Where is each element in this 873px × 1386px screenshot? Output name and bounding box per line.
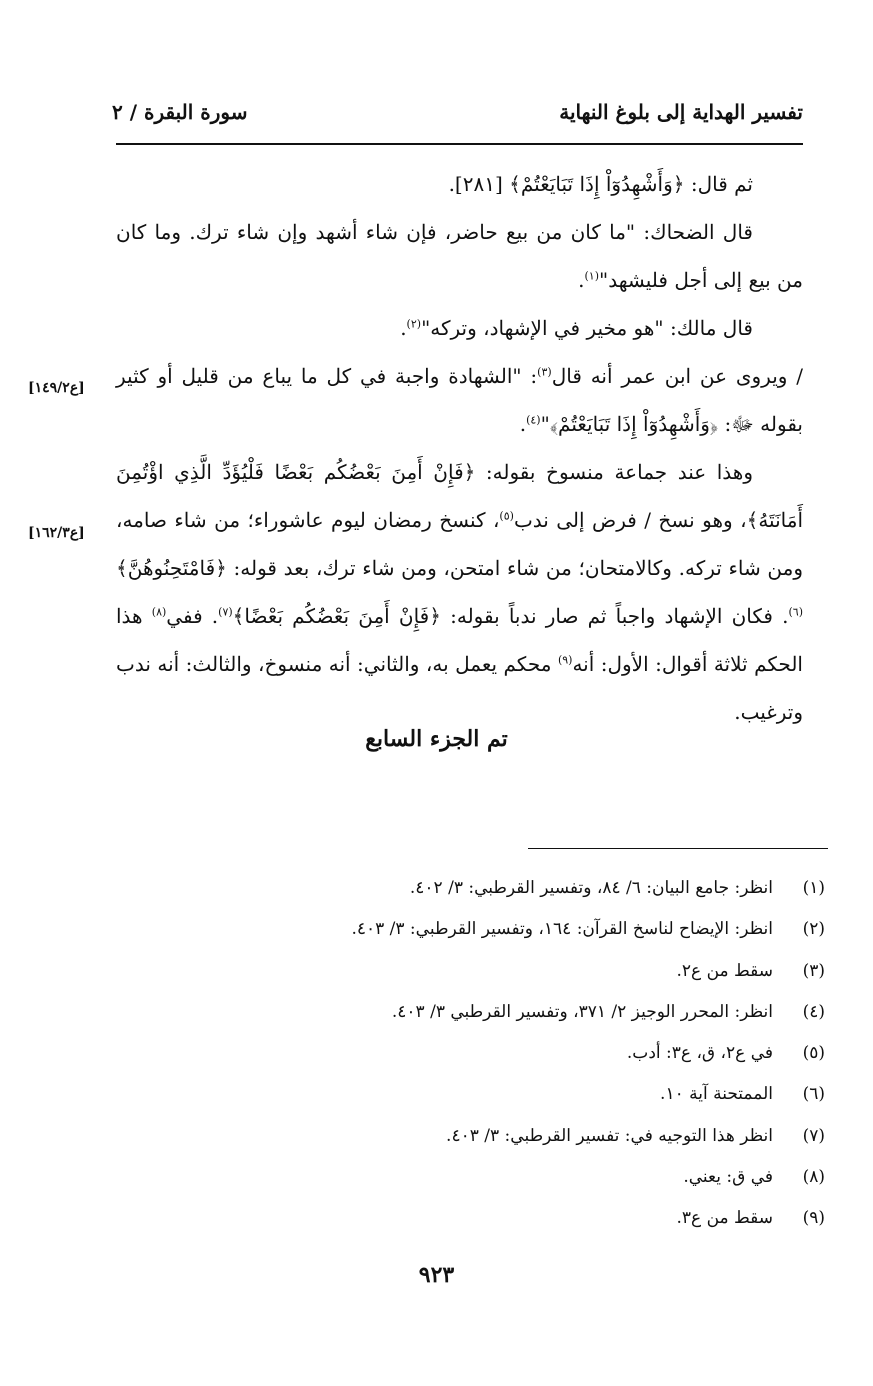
- footnote-text: انظر: المحرر الوجيز ٢/ ٣٧١، وتفسير القرطبي ٣/ ٤٠٣.: [391, 1001, 773, 1022]
- paragraph-5-text-b: ، كنسخ رمضان ليوم عاشوراء؛ من شاء صامه، ومن شاء تركه. وكالامتحان؛ من شاء امتحن، ومن شاء ترك، بعد قوله: ﴿فَامْتَحِنُوهُنَّ﴾: [116, 508, 803, 580]
- footnote-text: انظر: الإيضاح لناسخ القرآن: ١٦٤، وتفسير القرطبي: ٣/ ٤٠٣.: [351, 919, 773, 940]
- footnote-9: [125, 1198, 825, 1239]
- footnote-number: (٢): [802, 919, 825, 940]
- paragraph-3: قال مالك: "هو مخير في الإشهاد، وتركه"$^{(٢)}$.: [400, 316, 753, 340]
- paragraph-5-text-f: محكم يعمل به، والثاني: أنه منسوخ، والثالث: أنه ندب وترغيب.: [116, 652, 803, 724]
- footnote-4: [125, 992, 825, 1033]
- footnote-text: في ع٢، ق، ع٣: أدب.: [626, 1043, 773, 1064]
- main-text: [116, 160, 803, 736]
- margin-manuscript-ref-1: [ع١٤٩/٢]: [28, 380, 85, 396]
- footnote-6: [125, 1074, 825, 1115]
- footnote-ref-2[interactable]: (٢): [406, 317, 422, 331]
- footnote-2: [125, 909, 825, 950]
- footnote-ref-6[interactable]: (٦): [788, 605, 803, 619]
- footnote-number: (٤): [802, 1001, 825, 1022]
- paragraph-4-text-a: / ويروى عن ابن عمر أنه قال: [551, 364, 803, 388]
- end-of-part-title: تم الجزء السابع: [365, 726, 508, 752]
- margin-manuscript-ref-2: [ع١٦٢/٣]: [28, 525, 85, 541]
- paragraph-5-text-c: . فكان الإشهاد واجباً ثم صار ندباً بقوله: ﴿فَإِنْ أَمِنَ بَعْضُكُم بَعْضًا﴾: [232, 604, 789, 628]
- footnote-ref-7[interactable]: (٧): [218, 605, 233, 619]
- footnote-number: (٩): [802, 1208, 825, 1229]
- footnotes: [125, 868, 825, 1240]
- footnote-text: سقط من ع٢.: [676, 960, 773, 981]
- page-number: ٩٢٣: [418, 1262, 455, 1288]
- header-divider: [116, 143, 803, 145]
- footnote-number: (٧): [802, 1125, 825, 1146]
- footnote-number: (٥): [802, 1043, 825, 1064]
- footnote-divider: [528, 848, 828, 849]
- paragraph-4: / ويروى عن ابن عمر أنه قال$^{(٣)}$: "الشهادة واجبة في كل ما يباع من قليل أو كثير بقوله ﷻ: ﴿وَأَشْهِدُوٓاْ إِذَا تَبَايَعْتُمْ﴾"$^{(٤)}$.: [116, 364, 803, 436]
- footnote-text: انظر: جامع البيان: ٦/ ٨٤، وتفسير القرطبي: ٣/ ٤٠٢.: [409, 878, 773, 898]
- footnote-1: [125, 868, 825, 909]
- paragraph-2: قال الضحاك: "ما كان من بيع حاضر، فإن شاء أشهد وإن شاء ترك. وما كان من بيع إلى أجل فليشهد"$^{(١)}$.: [116, 220, 803, 292]
- footnote-5: [125, 1033, 825, 1074]
- footnote-7: [125, 1116, 825, 1157]
- paragraph-5-text-a: وهذا عند جماعة منسوخ بقوله: ﴿فَإِنْ أَمِنَ بَعْضُكُم بَعْضًا فَلْيُؤَدِّ الَّذِي اؤْتُمِنَ أَمَانَتَهُ﴾، وهو نسخ / فرض إلى ندب: [116, 460, 804, 532]
- footnote-ref-3[interactable]: (٣): [537, 365, 552, 379]
- footnote-number: (٦): [802, 1084, 825, 1105]
- footnote-number: (١): [802, 878, 825, 898]
- footnote-ref-1[interactable]: (١): [584, 269, 600, 283]
- paragraph-1: [116, 160, 803, 208]
- footnote-ref-4[interactable]: (٤): [526, 413, 541, 427]
- footnote-text: سقط من ع٣.: [676, 1208, 773, 1229]
- footnote-text: انظر هذا التوجيه في: تفسير القرطبي: ٣/ ٤٠٣.: [446, 1125, 773, 1146]
- footnote-number: (٣): [802, 960, 825, 981]
- paragraph-3-text: قال مالك: "هو مخير في الإشهاد، وتركه": [421, 316, 753, 340]
- paragraph-4-text-b: : "الشهادة واجبة في كل ما يباع من قليل أو كثير بقوله ﷻ: ﴿وَأَشْهِدُوٓاْ إِذَا تَبَايَعْتُمْ﴾": [116, 364, 803, 436]
- footnote-text: في ق: يعني.: [683, 1167, 773, 1188]
- paragraph-2-text: قال الضحاك: "ما كان من بيع حاضر، فإن شاء أشهد وإن شاء ترك. وما كان من بيع إلى أجل فليشهد": [116, 220, 803, 292]
- footnote-text: الممتحنة آية ١٠.: [660, 1084, 773, 1105]
- paragraph-5: [116, 448, 803, 736]
- paragraph-1-text: ثم قال: ﴿وَأَشْهِدُوٓاْ إِذَا تَبَايَعْتُمْ﴾ [٢٨١].: [448, 172, 753, 196]
- footnote-3: [125, 951, 825, 992]
- paragraph-5-text-e: هذا الحكم ثلاثة أقوال: الأول: أنه: [116, 604, 803, 676]
- footnote-8: [125, 1157, 825, 1198]
- footnote-ref-8[interactable]: (٨): [151, 605, 167, 619]
- running-header-surah: سورة البقرة / ٢: [112, 100, 248, 124]
- running-header-title: تفسير الهداية إلى بلوغ النهاية: [559, 100, 803, 124]
- footnote-ref-9[interactable]: (٩): [557, 653, 573, 667]
- paragraph-5-text-d: . ففي: [166, 604, 219, 628]
- footnote-number: (٨): [802, 1167, 825, 1188]
- footnote-ref-5[interactable]: (٥): [499, 509, 514, 523]
